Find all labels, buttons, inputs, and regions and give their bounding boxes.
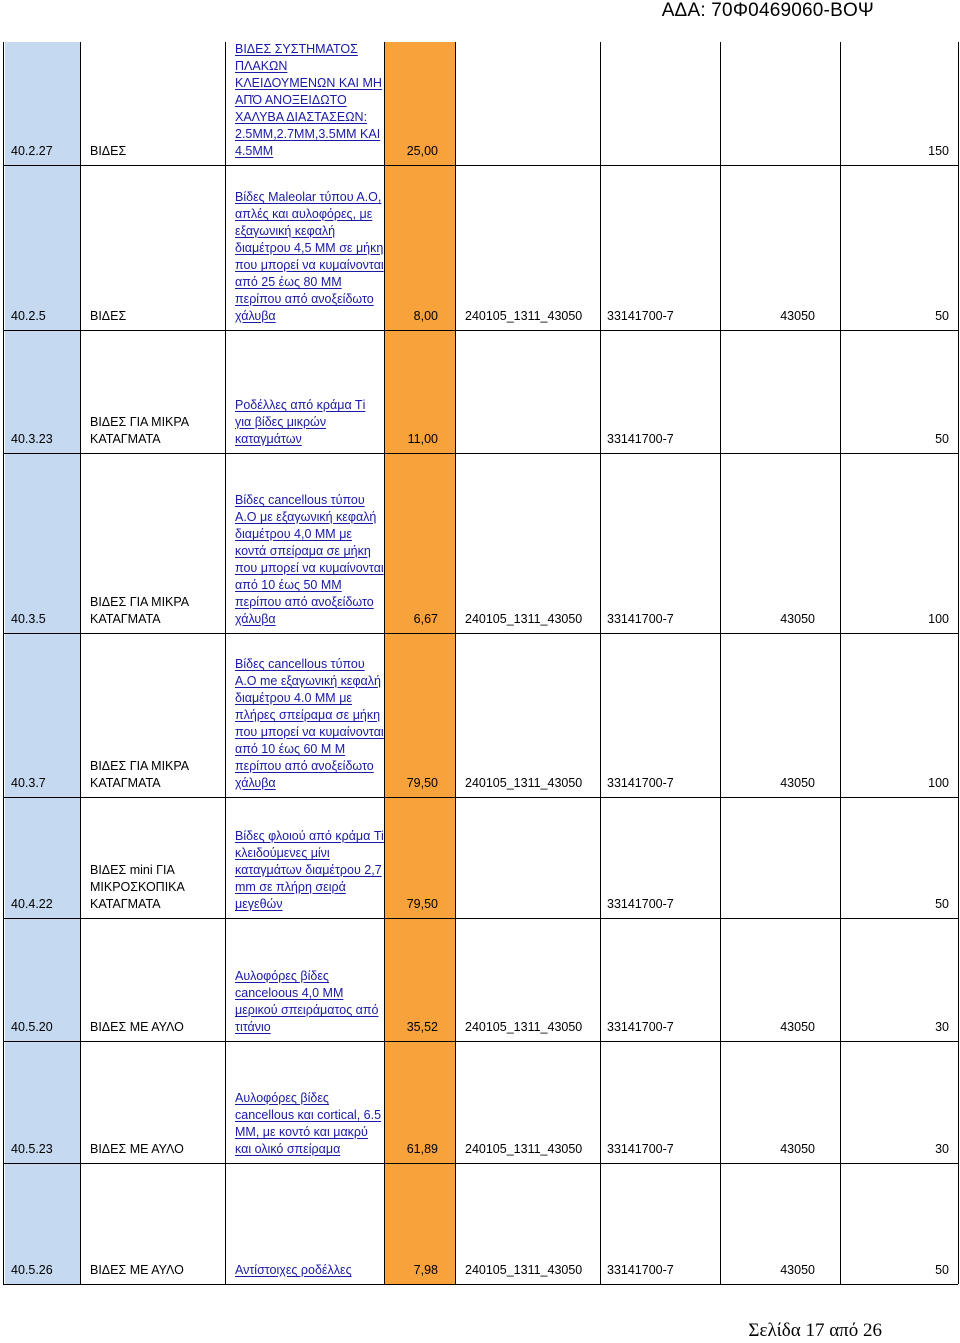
row-separator xyxy=(3,797,958,798)
item-code: 40.3.7 xyxy=(11,776,46,790)
item-code: 40.3.5 xyxy=(11,612,46,626)
column-separator xyxy=(958,42,959,1284)
item-category: ΒΙΔΕΣ xyxy=(90,144,127,158)
item-description[interactable]: ΒΙΔΕΣ ΣΥΣΤΗΜΑΤΟΣ ΠΛΑΚΩΝ ΚΛΕΙΔΟΥΜΕΝΩΝ ΚΑΙ ΜΗ ΑΠΌ ΑΝΟΞΕΙΔΩΤΟ ΧΑΛΥΒΑ ΔΙΑΣΤΑΣΕΩΝ: 2.5ΜΜ,2.7ΜΜ,3.5ΜΜ ΚΑΙ 4.5ΜΜ xyxy=(235,42,382,158)
item-description[interactable]: Βίδες φλοιού από κράμα Ti κλειδούμενες μίνι καταγμάτων διαμέτρου 2,7 mm σε πλήρη σειρά μεγεθών xyxy=(235,829,384,911)
item-category: ΒΙΔΕΣ ΜΕ ΑΥΛΟ xyxy=(90,1263,184,1277)
item-cpv: 33141700-7 xyxy=(607,1142,674,1156)
item-kae: 43050 xyxy=(780,1263,815,1277)
code-column-highlight xyxy=(5,42,80,1284)
item-price: 6,67 xyxy=(413,612,438,626)
row-separator xyxy=(3,165,958,166)
column-separator xyxy=(720,42,721,1284)
item-price: 79,50 xyxy=(406,897,438,911)
item-cpv: 33141700-7 xyxy=(607,309,674,323)
item-quantity: 30 xyxy=(935,1020,949,1034)
item-price: 8,00 xyxy=(413,309,438,323)
column-separator xyxy=(840,42,841,1284)
ada-header: ΑΔΑ: 70Φ0469060-ΒΟΨ xyxy=(661,0,874,21)
item-quantity: 50 xyxy=(935,309,949,323)
item-reference: 240105_1311_43050 xyxy=(465,776,583,790)
row-separator xyxy=(3,633,958,634)
column-separator xyxy=(600,42,601,1284)
item-code: 40.5.20 xyxy=(11,1020,53,1034)
page-number: Σελίδα 17 από 26 xyxy=(748,1320,882,1341)
item-reference: 240105_1311_43050 xyxy=(465,1020,583,1034)
column-separator xyxy=(455,42,456,1284)
item-price: 25,00 xyxy=(406,144,438,158)
item-code: 40.5.26 xyxy=(11,1263,53,1277)
column-separator xyxy=(3,42,4,1284)
item-cpv: 33141700-7 xyxy=(607,1263,674,1277)
item-cpv: 33141700-7 xyxy=(607,612,674,626)
item-kae: 43050 xyxy=(780,309,815,323)
item-quantity: 150 xyxy=(928,144,949,158)
item-price: 35,52 xyxy=(406,1020,438,1034)
item-category: ΒΙΔΕΣ ΓΙΑ ΜΙΚΡΑ ΚΑΤΑΓΜΑΤΑ xyxy=(90,415,189,446)
item-quantity: 100 xyxy=(928,612,949,626)
item-category: ΒΙΔΕΣ ΜΕ ΑΥΛΟ xyxy=(90,1020,184,1034)
item-description[interactable]: Αντίστοιχες ροδέλλες xyxy=(235,1263,352,1277)
item-category: ΒΙΔΕΣ xyxy=(90,309,127,323)
item-reference: 240105_1311_43050 xyxy=(465,1142,583,1156)
item-description[interactable]: Αυλοφόρες βίδες canceloous 4,0 ΜΜ μερικού σπειράματος από τιτάνιο xyxy=(235,969,379,1034)
item-quantity: 50 xyxy=(935,432,949,446)
item-price: 11,00 xyxy=(407,432,438,446)
row-separator xyxy=(3,1284,958,1285)
item-reference: 240105_1311_43050 xyxy=(465,1263,583,1277)
row-separator xyxy=(3,918,958,919)
item-kae: 43050 xyxy=(780,612,815,626)
item-quantity: 50 xyxy=(935,897,949,911)
item-category: ΒΙΔΕΣ ΜΕ ΑΥΛΟ xyxy=(90,1142,184,1156)
item-description[interactable]: Αυλοφόρες βίδες cancellous και cortical, 6.5 ΜΜ, με κοντό και μακρύ και ολικό σπείραμα xyxy=(235,1091,382,1156)
item-cpv: 33141700-7 xyxy=(607,1020,674,1034)
item-cpv: 33141700-7 xyxy=(607,776,674,790)
item-code: 40.4.22 xyxy=(11,897,53,911)
item-reference: 240105_1311_43050 xyxy=(465,309,583,323)
item-code: 40.2.5 xyxy=(11,309,46,323)
item-reference: 240105_1311_43050 xyxy=(465,612,583,626)
item-price: 79,50 xyxy=(406,776,438,790)
item-description[interactable]: Ροδέλλες από κράμα Τi για βίδες μικρών καταγμάτων xyxy=(235,398,366,446)
price-column-highlight xyxy=(384,42,455,1284)
item-kae: 43050 xyxy=(780,1142,815,1156)
item-quantity: 50 xyxy=(935,1263,949,1277)
row-separator xyxy=(3,330,958,331)
item-cpv: 33141700-7 xyxy=(607,897,674,911)
item-kae: 43050 xyxy=(780,1020,815,1034)
item-code: 40.2.27 xyxy=(11,144,53,158)
item-quantity: 100 xyxy=(928,776,949,790)
item-category: ΒΙΔΕΣ ΓΙΑ ΜΙΚΡΑ ΚΑΤΑΓΜΑΤΑ xyxy=(90,595,189,626)
row-separator xyxy=(3,1041,958,1042)
row-separator xyxy=(3,453,958,454)
row-separator xyxy=(3,1163,958,1164)
item-category: ΒΙΔΕΣ mini ΓΙΑ ΜΙΚΡΟΣΚΟΠΙΚΑ ΚΑΤΑΓΜΑΤΑ xyxy=(90,863,185,911)
item-price: 7,98 xyxy=(413,1263,438,1277)
item-description[interactable]: Βίδες Maleolar τύπου Α.Ο, απλές και αυλοφόρες, με εξαγωνική κεφαλή διαμέτρου 4,5 ΜΜ σε μήκη που μπορεί να κυμαίνονται από 25 έως 80 ΜΜ περίπου από ανοξείδωτο χάλυβα xyxy=(235,190,384,323)
item-cpv: 33141700-7 xyxy=(607,432,674,446)
column-separator xyxy=(80,42,81,1284)
item-price: 61,89 xyxy=(406,1142,438,1156)
item-description[interactable]: Βίδες cancellous τύπου Α.Ο me εξαγωνική κεφαλή διαμέτρου 4.0 ΜΜ με πλήρες σπείραμα σε μήκη που μπορεί να κυμαίνονται από 10 έως 60 Μ Μ περίπου από ανοξείδωτο χάλυβα xyxy=(235,657,384,790)
item-kae: 43050 xyxy=(780,776,815,790)
item-category: ΒΙΔΕΣ ΓΙΑ ΜΙΚΡΑ ΚΑΤΑΓΜΑΤΑ xyxy=(90,759,189,790)
column-separator xyxy=(225,42,226,1284)
item-quantity: 30 xyxy=(935,1142,949,1156)
item-description[interactable]: Βίδες cancellous τύπου Α.Ο με εξαγωνική κεφαλή διαμέτρου 4,0 ΜΜ με κοντά σπείραμα σε μήκη που μπορεί να κυμαίνονται από 10 έως 50 ΜΜ περίπου από ανοξείδωτο χάλυβα xyxy=(235,493,384,626)
item-code: 40.3.23 xyxy=(11,432,53,446)
item-code: 40.5.23 xyxy=(11,1142,53,1156)
